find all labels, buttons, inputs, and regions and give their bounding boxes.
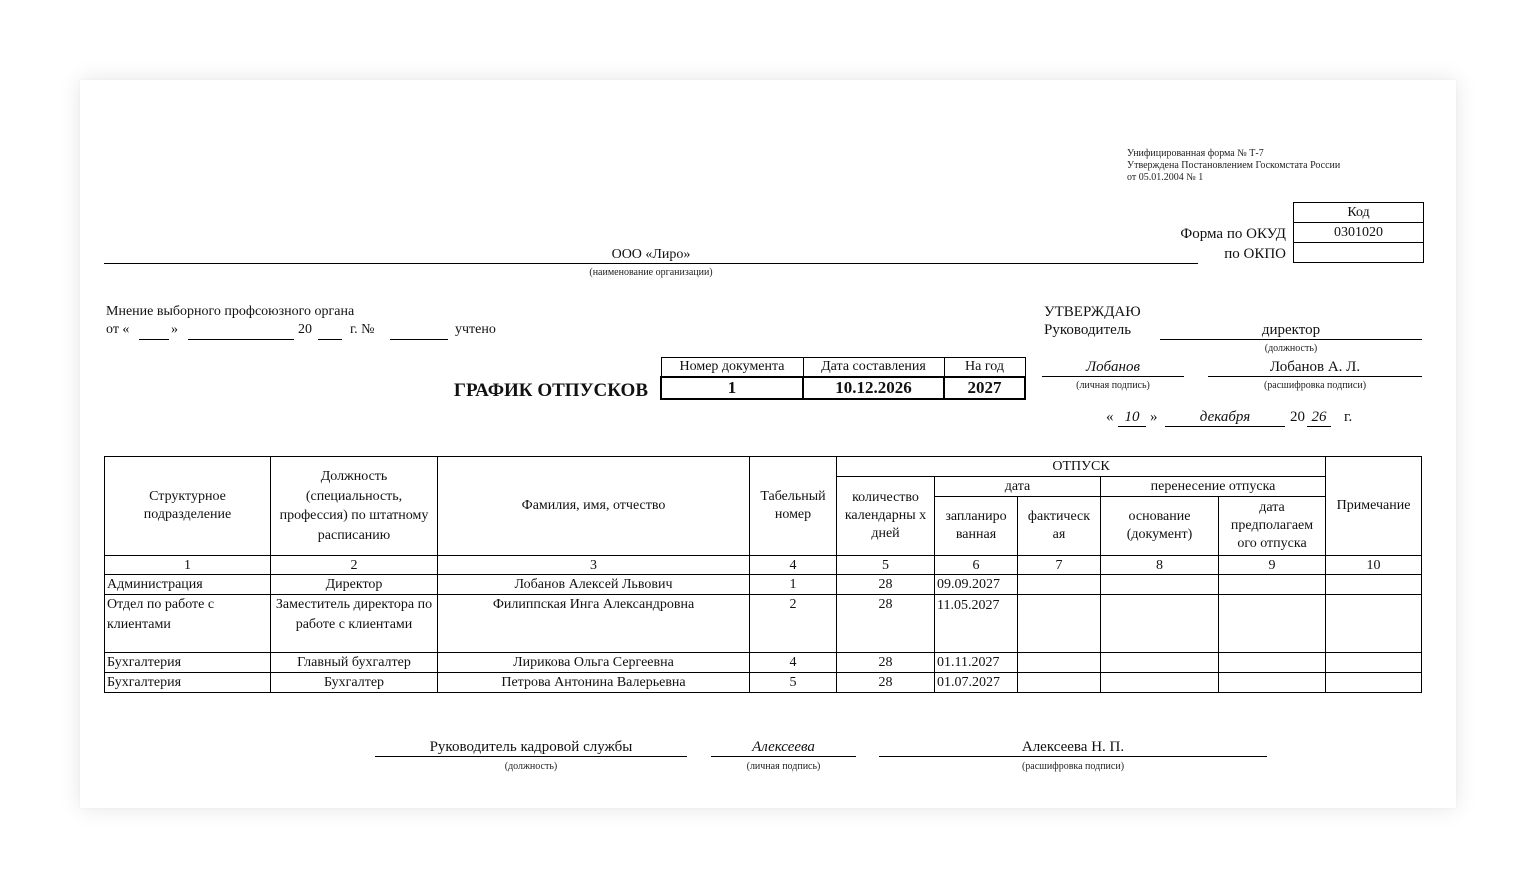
document-number-header: Номер документа xyxy=(661,358,803,378)
cell-reason xyxy=(1101,653,1219,673)
column-number: 7 xyxy=(1018,556,1101,575)
cell-note xyxy=(1326,595,1422,653)
union-day-line xyxy=(139,339,169,340)
approval-signature-caption: (личная подпись) xyxy=(1076,380,1150,391)
cell-planned: 01.11.2027 xyxy=(935,653,1018,673)
cell-fio: Лирикова Ольга Сергеевна xyxy=(438,653,750,673)
cell-note xyxy=(1326,673,1422,693)
union-from: от « xyxy=(106,322,130,337)
cell-position: Бухгалтер xyxy=(271,673,438,693)
union-opinion-title: Мнение выборного профсоюзного органа xyxy=(106,304,355,319)
organization-underline xyxy=(104,263,1198,264)
cell-days: 28 xyxy=(837,673,935,693)
cell-note xyxy=(1326,653,1422,673)
vacation-schedule-table xyxy=(104,456,1422,693)
header-vacation: ОТПУСК xyxy=(837,457,1326,477)
column-number: 4 xyxy=(750,556,837,575)
column-number: 9 xyxy=(1219,556,1326,575)
cell-expected xyxy=(1219,653,1326,673)
header-tab-number: Табельный номер xyxy=(750,457,837,556)
approval-name: Лобанов А. Л. xyxy=(1269,359,1361,375)
cell-fio: Филиппская Инга Александровна xyxy=(438,595,750,653)
document-info-table xyxy=(660,357,1026,400)
approval-date-close: » xyxy=(1150,409,1158,425)
column-number: 3 xyxy=(438,556,750,575)
document-year: 2027 xyxy=(944,377,1025,399)
approval-position: директор xyxy=(1261,322,1321,338)
header-planned: запланиро ванная xyxy=(935,497,1018,556)
okpo-value xyxy=(1294,243,1424,263)
cell-days: 28 xyxy=(837,595,935,653)
document-number: 1 xyxy=(661,377,803,399)
footer-signature: Алексеева xyxy=(752,739,815,755)
footer-signature-line xyxy=(711,756,856,757)
union-accounted: учтено xyxy=(455,322,496,337)
okud-label: Форма по ОКУД xyxy=(1180,226,1286,242)
cell-actual xyxy=(1018,595,1101,653)
cell-actual xyxy=(1018,653,1101,673)
cell-position: Главный бухгалтер xyxy=(271,653,438,673)
union-month-line xyxy=(188,339,294,340)
document-title: ГРАФИК ОТПУСКОВ xyxy=(453,380,648,401)
form-header-line2: Утверждена Постановлением Госкомстата России xyxy=(1127,160,1341,171)
cell-planned: 01.07.2027 xyxy=(935,673,1018,693)
cell-note xyxy=(1326,575,1422,595)
union-year-prefix: 20 xyxy=(298,322,312,337)
cell-tab: 4 xyxy=(750,653,837,673)
cell-planned: 11.05.2027 xyxy=(935,595,1018,653)
cell-reason xyxy=(1101,595,1219,653)
approval-year: 26 xyxy=(1311,409,1327,425)
cell-expected xyxy=(1219,575,1326,595)
cell-reason xyxy=(1101,673,1219,693)
cell-tab: 5 xyxy=(750,673,837,693)
header-actual: фактическ ая xyxy=(1018,497,1101,556)
footer-position-caption: (должность) xyxy=(504,761,558,772)
cell-department: Администрация xyxy=(105,575,271,595)
header-expected: дата предполагаем ого отпуска xyxy=(1219,497,1326,556)
cell-department: Бухгалтерия xyxy=(105,653,271,673)
organization-caption: (наименование организации) xyxy=(589,267,713,278)
union-number-label: г. № xyxy=(350,322,375,337)
approval-position-line xyxy=(1160,339,1422,340)
organization-name: ООО «Лиро» xyxy=(611,247,691,262)
cell-tab: 1 xyxy=(750,575,837,595)
header-department: Структурное подразделение xyxy=(105,457,271,556)
form-header-line3: от 05.01.2004 № 1 xyxy=(1127,172,1204,183)
footer-name-line xyxy=(879,756,1267,757)
table-row xyxy=(105,595,1422,653)
cell-position: Директор xyxy=(271,575,438,595)
okud-value: 0301020 xyxy=(1294,223,1424,243)
approval-year-prefix: 20 xyxy=(1290,409,1305,425)
code-header: Код xyxy=(1294,203,1424,223)
cell-position: Заместитель директора по работе с клиентами xyxy=(271,595,438,653)
header-reason: основание (документ) xyxy=(1101,497,1219,556)
table-row xyxy=(105,575,1422,595)
header-fio: Фамилия, имя, отчество xyxy=(438,457,750,556)
table-row xyxy=(105,673,1422,693)
approval-year-line xyxy=(1307,426,1331,427)
okpo-label: по ОКПО xyxy=(1224,246,1286,262)
approval-position-caption: (должность) xyxy=(1264,343,1318,354)
cell-department: Отдел по работе с клиентами xyxy=(105,595,271,653)
document-date-header: Дата составления xyxy=(803,358,944,378)
header-days: количество календарны х дней xyxy=(837,477,935,556)
form-header xyxy=(1127,148,1427,184)
code-box xyxy=(1293,202,1424,263)
approval-signature-line xyxy=(1042,376,1184,377)
approval-name-caption: (расшифровка подписи) xyxy=(1263,380,1367,391)
table-row xyxy=(105,653,1422,673)
header-position: Должность (специальность, профессия) по штатному расписанию xyxy=(271,457,438,556)
cell-tab: 2 xyxy=(750,595,837,653)
document-page xyxy=(80,80,1456,808)
approval-day-line xyxy=(1118,426,1146,427)
form-header-line1: Унифицированная форма № Т-7 xyxy=(1127,148,1264,159)
approval-name-line xyxy=(1208,376,1422,377)
column-number: 1 xyxy=(105,556,271,575)
approval-date-open: « xyxy=(1106,409,1114,425)
cell-department: Бухгалтерия xyxy=(105,673,271,693)
footer-position-line xyxy=(375,756,687,757)
approval-signature: Лобанов xyxy=(1086,359,1140,375)
cell-actual xyxy=(1018,575,1101,595)
footer-name: Алексеева Н. П. xyxy=(1021,739,1125,755)
approval-head-label: Руководитель xyxy=(1044,322,1132,338)
header-date: дата xyxy=(935,477,1101,497)
cell-expected xyxy=(1219,595,1326,653)
column-number: 10 xyxy=(1326,556,1422,575)
column-number: 2 xyxy=(271,556,438,575)
cell-days: 28 xyxy=(837,575,935,595)
approval-month-line xyxy=(1165,426,1285,427)
cell-fio: Петрова Антонина Валерьевна xyxy=(438,673,750,693)
column-number: 6 xyxy=(935,556,1018,575)
cell-reason xyxy=(1101,575,1219,595)
union-number-line xyxy=(390,339,448,340)
cell-planned: 09.09.2027 xyxy=(935,575,1018,595)
approval-day: 10 xyxy=(1124,409,1140,425)
footer-signature-caption: (личная подпись) xyxy=(746,761,821,772)
approval-month: декабря xyxy=(1199,409,1251,425)
document-date: 10.12.2026 xyxy=(803,377,944,399)
cell-expected xyxy=(1219,673,1326,693)
cell-fio: Лобанов Алексей Львович xyxy=(438,575,750,595)
union-quote-close: » xyxy=(171,322,178,337)
document-year-header: На год xyxy=(944,358,1025,378)
approval-year-suffix: г. xyxy=(1344,409,1353,425)
header-transfer: перенесение отпуска xyxy=(1101,477,1326,497)
union-year-line xyxy=(318,339,342,340)
column-number: 5 xyxy=(837,556,935,575)
column-number: 8 xyxy=(1101,556,1219,575)
footer-position: Руководитель кадровой службы xyxy=(429,739,633,755)
header-note: Примечание xyxy=(1326,457,1422,556)
cell-days: 28 xyxy=(837,653,935,673)
approval-title: УТВЕРЖДАЮ xyxy=(1044,304,1141,320)
cell-actual xyxy=(1018,673,1101,693)
footer-name-caption: (расшифровка подписи) xyxy=(1021,761,1125,772)
